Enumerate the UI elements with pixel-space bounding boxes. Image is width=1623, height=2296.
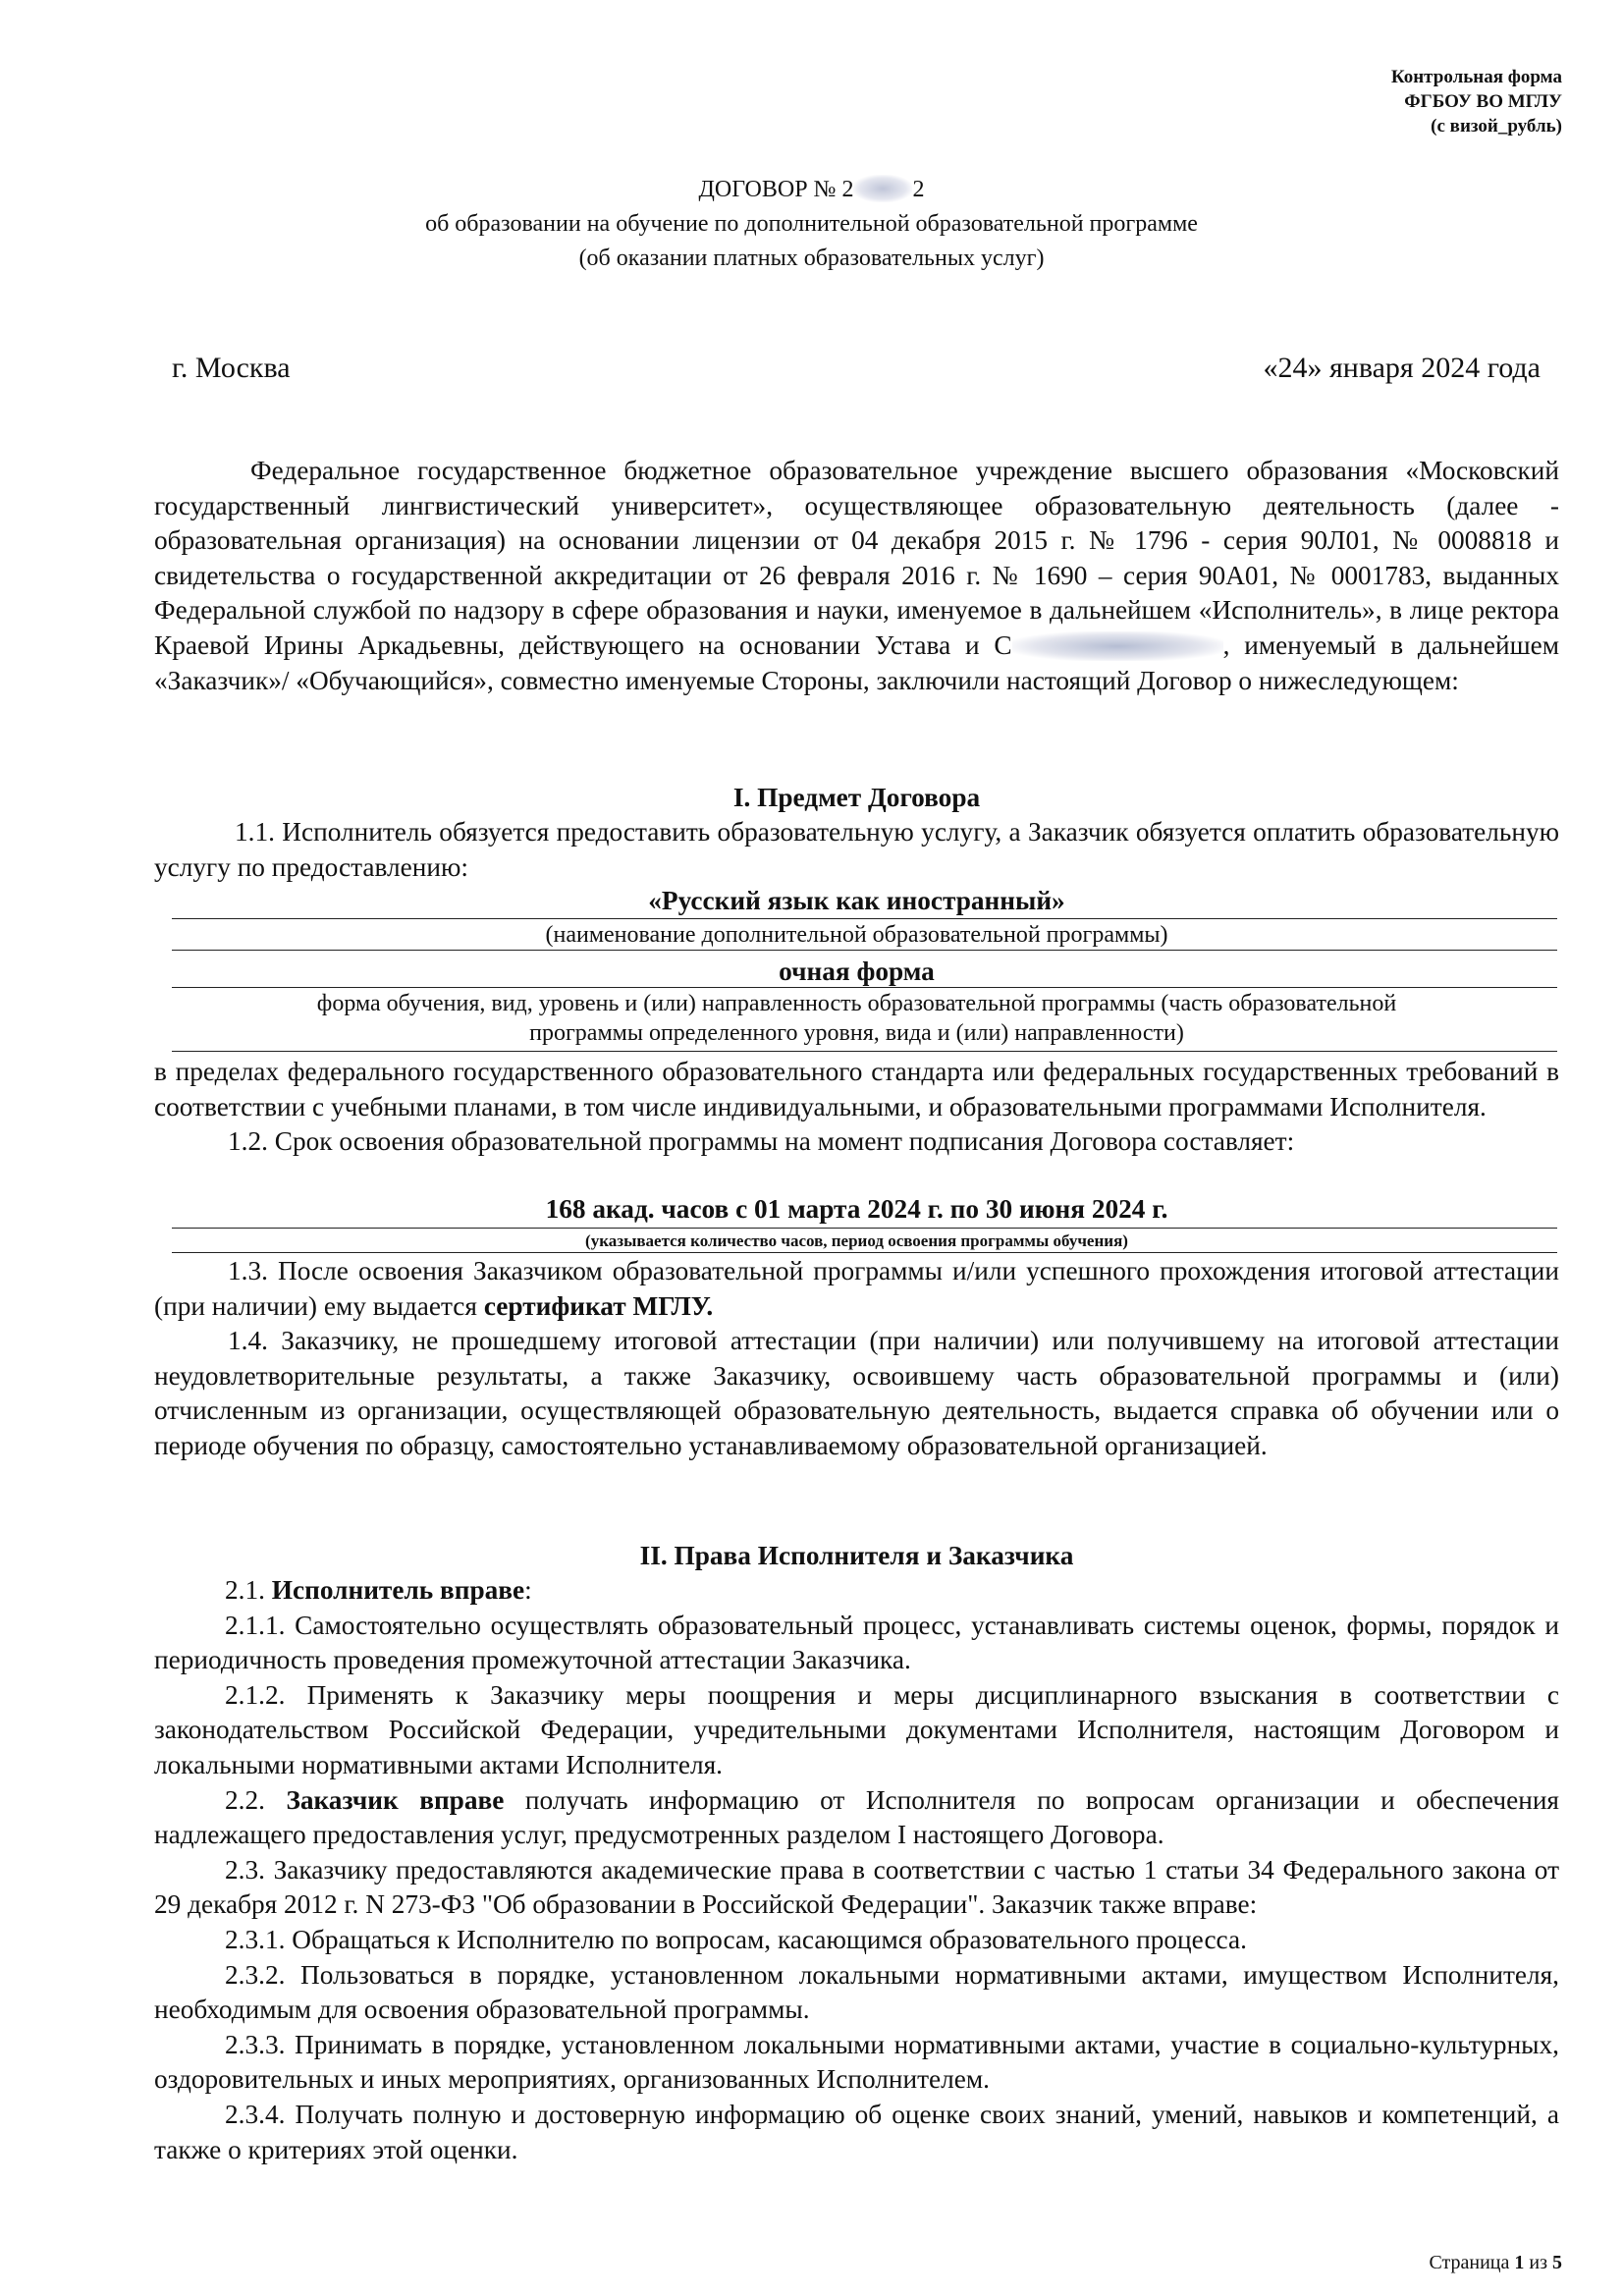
preamble — [154, 454, 1559, 698]
page-of: из — [1524, 2252, 1552, 2273]
clause-2-2-bold: Заказчик вправе — [286, 1784, 505, 1815]
place-date-line — [172, 349, 1541, 388]
preamble-text-2: , именуемый в дальнейшем «Заказчик»/ «Обучающийся», совместно именуемые Стороны, заключили настоящий Договор о нижеследующем: — [154, 629, 1559, 695]
clause-2-3-4: 2.3.4. Получать полную и достоверную информацию об оценке своих знаний, умений, навыков и компетенций, а также о критериях этой оценки. — [154, 2099, 1559, 2164]
page-current: 1 — [1514, 2252, 1525, 2273]
section-2-heading: II. Права Исполнителя и Заказчика — [639, 1541, 1074, 1570]
redacted-number-blur — [853, 175, 912, 202]
preamble-paragraph — [154, 454, 1559, 698]
contract-title — [0, 173, 1623, 207]
form-caption-1: форма обучения, вид, уровень и (или) направленность образовательной программы (часть образовательной — [316, 991, 1397, 1016]
page-number — [1429, 2252, 1562, 2274]
divider — [172, 918, 1557, 919]
clause-2-1-num: 2.1. — [225, 1575, 272, 1605]
divider — [172, 1252, 1557, 1253]
term-caption: (указывается количество часов, период освоения программы обучения) — [585, 1231, 1128, 1250]
study-form: очная форма — [779, 957, 935, 986]
clause-2-1-2: 2.1.2. Применять к Заказчику меры поощрения и меры дисциплинарного взыскания в соответствии с законодательством Российской Федерации, учредительными документами Исполнителя, настоящим Договором и локальными нормативными актами Исполнителя. — [154, 1679, 1559, 1779]
clause-2-1-bold: Исполнитель вправе — [271, 1575, 525, 1605]
section-1-p1-cont — [154, 1055, 1559, 1160]
page-total: 5 — [1552, 2252, 1562, 2273]
control-line-2: ФГБОУ ВО МГЛУ — [1404, 91, 1562, 112]
clause-1-2: 1.2. Срок освоения образовательной программы на момент подписания Договора составляет: — [228, 1126, 1295, 1157]
clause-2-3-2: 2.3.2. Пользоваться в порядке, установленном локальными нормативными актами, имуществом Исполнителя, необходимым для освоения образовательной программы. — [154, 1959, 1559, 2025]
clause-2-2-text: получать информацию от Исполнителя по вопросам организации и обеспечения надлежащего предоставления услуг, предусмотренных разделом I настоящего Договора. — [154, 1784, 1559, 1850]
section-1-p1 — [154, 815, 1559, 885]
clause-2-1-colon: : — [524, 1575, 532, 1605]
program-name-caption: (наименование дополнительной образовательной программы) — [545, 922, 1168, 948]
clause-2-1-1: 2.1.1. Самостоятельно осуществлять образовательный процесс, устанавливать системы оценок, формы, порядок и периодичность проведения промежуточной аттестации Заказчика. — [154, 1610, 1559, 1675]
clause-1-3 — [154, 1254, 1559, 1324]
clause-2-3-3: 2.3.3. Принимать в порядке, установленном локальными нормативными актами, участие в социально-культурных, оздоровительных и иных мероприятиях, организованных Исполнителем. — [154, 2029, 1559, 2095]
divider — [172, 950, 1557, 951]
page-label: Страница — [1429, 2252, 1515, 2273]
form-caption-2: программы определенного уровня, вида и (или) направленности) — [529, 1020, 1184, 1046]
clause-2-2-num: 2.2. — [225, 1784, 287, 1815]
clause-1-1-continued: в пределах федерального государственного образовательного стандарта или федеральных государственных требований в соответствии с учебными планами, в том числе индивидуальными, и образовательными программами Исполнителя. — [154, 1057, 1559, 1121]
contract-subtitle: об образовании на обучение по дополнительной образовательной программе — [425, 211, 1198, 237]
control-form-stamp — [1391, 65, 1562, 138]
divider — [172, 987, 1557, 988]
section-1-heading: I. Предмет Договора — [732, 783, 981, 812]
city: г. Москва — [172, 352, 291, 384]
redacted-name-blur — [1012, 631, 1223, 661]
contract-number-suffix: 2 — [912, 177, 925, 202]
clause-1-4: 1.4. Заказчику, не прошедшему итоговой аттестации (при наличии) или получившему на итоговой аттестации неудовлетворительные результаты, а также Заказчику, освоившему часть образовательной программы и (или) отчисленным из организации, осуществляющей образовательную деятельность, выдается справка об обучении или о периоде обучения по образцу, самостоятельно устанавливаемому образовательной организацией. — [154, 1326, 1559, 1460]
clause-2-1 — [154, 1573, 1559, 1609]
clause-1-1: 1.1. Исполнитель обязуется предоставить образовательную услугу, а Заказчик обязуется оплатить образовательную услугу по предоставлению: — [154, 817, 1559, 882]
contract-number-prefix: ДОГОВОР № 2 — [698, 177, 854, 202]
certificate-name: сертификат МГЛУ. — [483, 1290, 714, 1321]
customer-name-start: С — [994, 629, 1012, 660]
study-term: 168 акад. часов с 01 марта 2024 г. по 30 июня 2024 г. — [545, 1194, 1168, 1224]
clause-1-3-text: 1.3. После освоения Заказчиком образовательной программы и/или успешного прохождения итоговой аттестации (при наличии) ему выдается — [154, 1256, 1559, 1321]
clause-2-3: 2.3. Заказчику предоставляются академические права в соответствии с частью 1 статьи 34 Федерального закона от 29 декабря 2012 г. N 273-ФЗ "Об образовании в Российской Федерации". Заказчик также вправе: — [154, 1854, 1559, 1920]
divider — [172, 1051, 1557, 1052]
clause-2-3-1: 2.3.1. Обращаться к Исполнителю по вопросам, касающимся образовательного процесса. — [225, 1924, 1247, 1954]
control-line-1: Контрольная форма — [1390, 67, 1562, 87]
section-1-rest — [154, 1254, 1559, 1464]
program-name: «Русский язык как иностранный» — [648, 886, 1065, 915]
section-2-body — [154, 1573, 1559, 2167]
control-line-3: (с визой_рубль) — [1431, 116, 1562, 137]
clause-2-2 — [154, 1783, 1559, 1853]
contract-subtitle-2: (об оказании платных образовательных услуг) — [578, 246, 1045, 271]
contract-date: «24» января 2024 года — [1263, 352, 1541, 384]
divider — [172, 1228, 1557, 1229]
preamble-text-1: Федеральное государственное бюджетное образовательное учреждение высшего образования «Московский государственный лингвистический университет», осуществляющее образовательную деятельность (далее - образовательная организация) на основании лицензии от 04 декабря 2015 г. № 1796 - серия 90Л01, № 0008818 и свидетельства о государственной аккредитации от 26 февраля 2016 г. № 1690 – серия 90А01, № 0001783, выданных Федеральной службой по надзору в сфере образования и науки, именуемое в дальнейшем «Исполнитель», в лице ректора Краевой Ирины Аркадьевны, действующего на основании Устава и — [154, 456, 1559, 660]
